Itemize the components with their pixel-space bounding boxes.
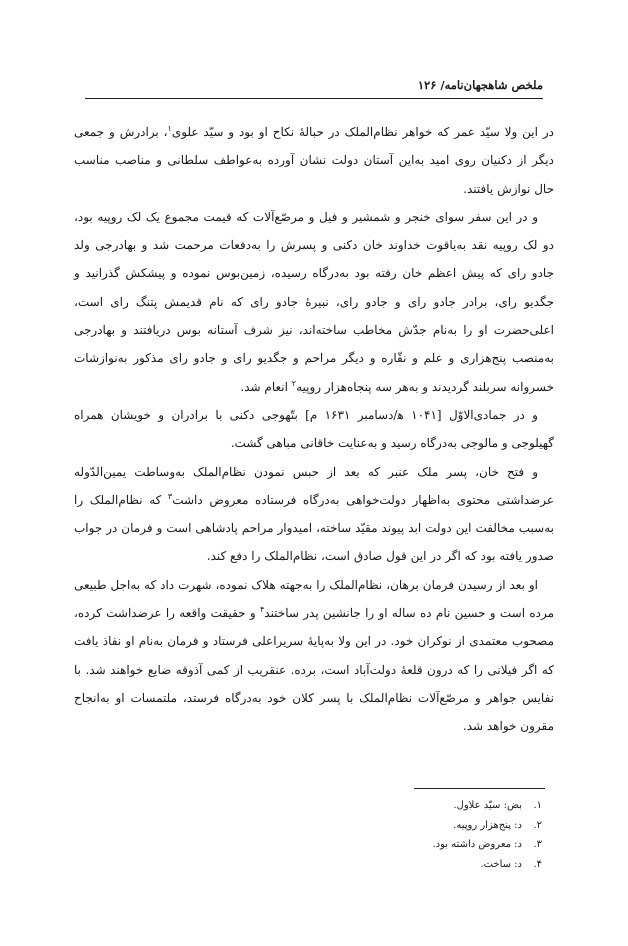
paragraph-text: انعام شد. (240, 379, 292, 394)
body-paragraph (74, 458, 554, 571)
body-paragraph (74, 118, 554, 203)
footnote-marker: ۲ (291, 378, 297, 388)
footnote-text: د: ساخت. (480, 858, 522, 870)
running-title: ملخص شاهجهان‌نامه/ ۱۲۶ (417, 78, 543, 92)
footnote-item (342, 816, 542, 836)
footnote-number: ۴. (533, 858, 542, 870)
paragraph-text: در این ولا سیّد عمر که خواهر نظام‌الملک در حبالهٔ نکاح او بود و سیّد علوی (171, 125, 554, 139)
body-paragraph (74, 401, 554, 458)
footnote-number: ۱. (533, 800, 542, 811)
footnote-item (342, 835, 542, 855)
paragraph-text: و در جمادی‌الاوّل [۱۰۴۱ ه‍/دسامبر ۱۶۳۱ م] بتّهوجی دکنی با برادران و خویشان همراه گهیلوجی و مالوجی به‌درگاه رسید و به‌عنایت خاقانی مباهی گشت. (74, 407, 554, 451)
footnote-text: د: پنج‌هزار روپیه. (453, 819, 522, 831)
footnote-number: ۲. (533, 819, 542, 831)
footnote-divider (414, 788, 545, 789)
paragraph-text: و در این سفر سوای خنجر و شمشیر و فیل و مرصّع‌آلات که قیمت مجموع یک لک روپیه بود، دو لک روپیه نقد به‌یاقوت خداوند خان دکنی و پسرش را به‌دفعات مرحمت شد و بهادرجی ولد جادو رای که پیش اعظم خان رفته بود به‌درگاه رسیده، زمین‌بوس نموده و پیشکش گذرانید و جگدیو رای، برادر جادو رای و جادو رای، نبیرهٔ جادو رای که نام قدیمش پتنگ رای است، اعلی‌حضرت او را به‌نام جدّش مخاطب ساخته‌اند، نیز شرف آستانه بوس دریافتند و بهادرجی به‌منصب پنج‌هزاری و علم و نقّاره و دیگر مراحم و جگدیو رای و جادو رای مذکور به‌نوازشات خسروانه سربلند گردیدند و به‌هر سه پنجاه‌هزار روپیه (74, 209, 555, 394)
footnote-marker: ۱ (167, 124, 172, 133)
footnote-item (342, 855, 542, 875)
footnotes-list (342, 796, 542, 874)
paragraph-text: که نظام‌الملک را به‌سبب مخالفت این دولت ابد پیوند مقیّد ساخته، امیدوار مراحم پادشاهی است و فرمان در جواب صدور یافته بود که اگر در این قول صادق است، نظام‌الملک را دفع کند. (74, 492, 554, 564)
main-body-text (74, 118, 554, 741)
footnote-number: ۳. (533, 839, 542, 850)
running-header (85, 78, 543, 99)
footnote-item (342, 796, 542, 816)
paragraph-text: و فتح خان، پسر ملک عنبر که بعد از حبس نمودن نظام‌الملک به‌وساطت یمین‌الدّوله عرضداشتی محتوی به‌اظهار دولت‌خواهی به‌درگاه فرستاده معروض داشت (74, 464, 554, 507)
footnote-text: د: معروض داشته بود. (432, 839, 522, 850)
paragraph-text: و حقیقت واقعه را عرضداشت کرده، مصحوب معتمدی از نوکران خود. در این ولا به‌پایهٔ سریراعلی فرستاد و فرمان به‌نام او نفاذ یافت که اگر فیلانی را که درون قلعهٔ دولت‌آباد است، برده. عنقریب از کمی آذوقه ضایع خواهند شد. با نفایس جواهر و مرصّع‌آلات نظام‌الملک با پسر کلان خود به‌درگاه فرستد، ملتمسات او به‌انجاح مقرون خواهد شد. (74, 606, 554, 734)
body-paragraph (74, 203, 554, 401)
footnote-text: بض: سیّد علاول. (453, 800, 522, 811)
footnote-marker: ۴ (259, 605, 265, 615)
footnote-marker: ۳ (167, 491, 173, 501)
paragraph-text: او بعد از رسیدن فرمان برهان، نظام‌الملک را به‌جهته هلاک نموده، شهرت داد که به‌اجل طبیعی مرده است و حسین نام ده ساله او را جانشین پدر ساختند (74, 577, 555, 621)
paragraph-text: ، برادرش و جمعی دیگر از دکنیان روی امید به‌این آستان دولت نشان آورده به‌عواطف سلطانی و مناصب مناسب حال نوازش یافتند. (74, 125, 554, 196)
body-paragraph (74, 571, 554, 741)
